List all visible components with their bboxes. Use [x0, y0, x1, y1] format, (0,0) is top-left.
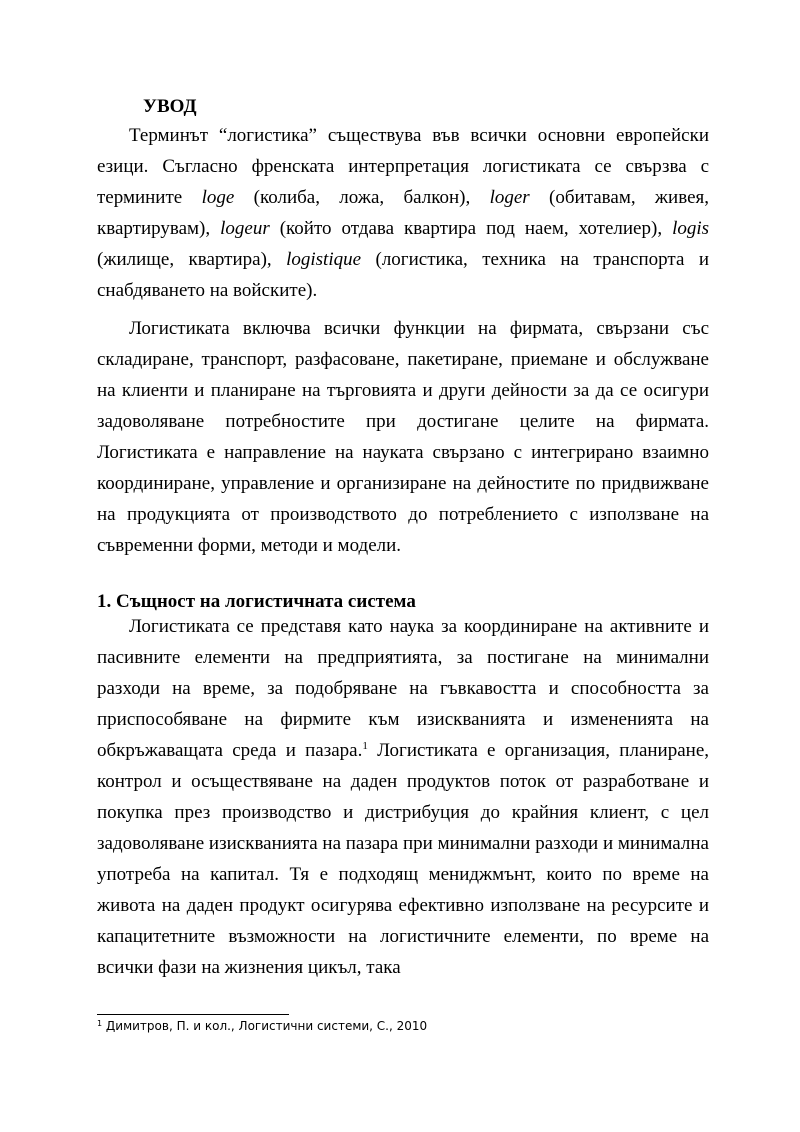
- intro-p1-text-2: (колиба, ложа, балкон),: [234, 187, 490, 208]
- term-loger: loger: [489, 187, 530, 208]
- intro-p1-text-1: Терминът “логистика” съществува във всички основни европейски езици. Съгласно френската интерпретация логистиката се свързва с термините: [97, 125, 709, 208]
- term-logistique: logistique: [286, 249, 362, 270]
- footnote-text: Димитров, П. и кол., Логистични системи, С., 2010: [102, 1019, 428, 1033]
- intro-p1-text-5: (жилище, квартира),: [97, 249, 287, 270]
- intro-p1-text-4: (който отдава квартира под наем, хотелиер),: [269, 218, 673, 239]
- term-loge: loge: [201, 187, 235, 208]
- footnote-reference[interactable]: 1: [362, 740, 368, 752]
- term-logis: logis: [672, 218, 710, 239]
- section1-p1-text-2: Логистиката е организация, планиране, контрол и осъществяване на даден продуктов поток от разработване и покупка през производство и дистрибуция до крайния клиент, с цел задоволяване изискванията на пазара при минимални разходи и минимална употреба на капитал. Тя е подходящ мениджмънт, които по време на живота на даден продукт осигурява ефективно използване на ресурсите и капацитетните възможности на логистичните елементи, по време на всички фази на жизнения цикъл, така: [97, 740, 710, 978]
- footnote-divider: [97, 1014, 289, 1015]
- section1-p1-text-1: Логистиката се представя като наука за координиране на активните и пасивните елементи на предприятията, за постигане на минимални разходи на време, за подобряване на гъвкавостта и способността за приспособяване на фирмите към изискванията и измененията на обкръжаващата среда и пазара.: [97, 616, 709, 761]
- footnote: [97, 1018, 697, 1034]
- intro-p2-text: Логистиката включва всички функции на фирмата, свързани със складиране, транспорт, разфасоване, пакетиране, приемане и обслужване на клиенти и планиране на търговията и други дейности за да се осигури задоволяване потребностите при достигане целите на фирмата. Логистиката е направление на науката свързано с интегрирано взаимно координиране, управление и организиране на дейностите по придвижване на продукцията от производството до потреблението с използване на съвременни форми, методи и модели.: [97, 318, 709, 556]
- intro-title: УВОД: [143, 96, 197, 117]
- intro-paragraph-1: [97, 120, 709, 306]
- section-heading: 1. Същност на логистичната система: [97, 591, 416, 612]
- term-logeur: logeur: [220, 218, 270, 239]
- intro-paragraph-2: [97, 313, 709, 561]
- section1-paragraph-1: [97, 611, 709, 983]
- intro-p1-text-6: (логистика, техника на транспорта и снабдяването на войските).: [97, 249, 709, 301]
- intro-p1-text-3: (обитавам, живея, квартирувам),: [97, 187, 710, 239]
- footnote-number: 1: [97, 1019, 103, 1028]
